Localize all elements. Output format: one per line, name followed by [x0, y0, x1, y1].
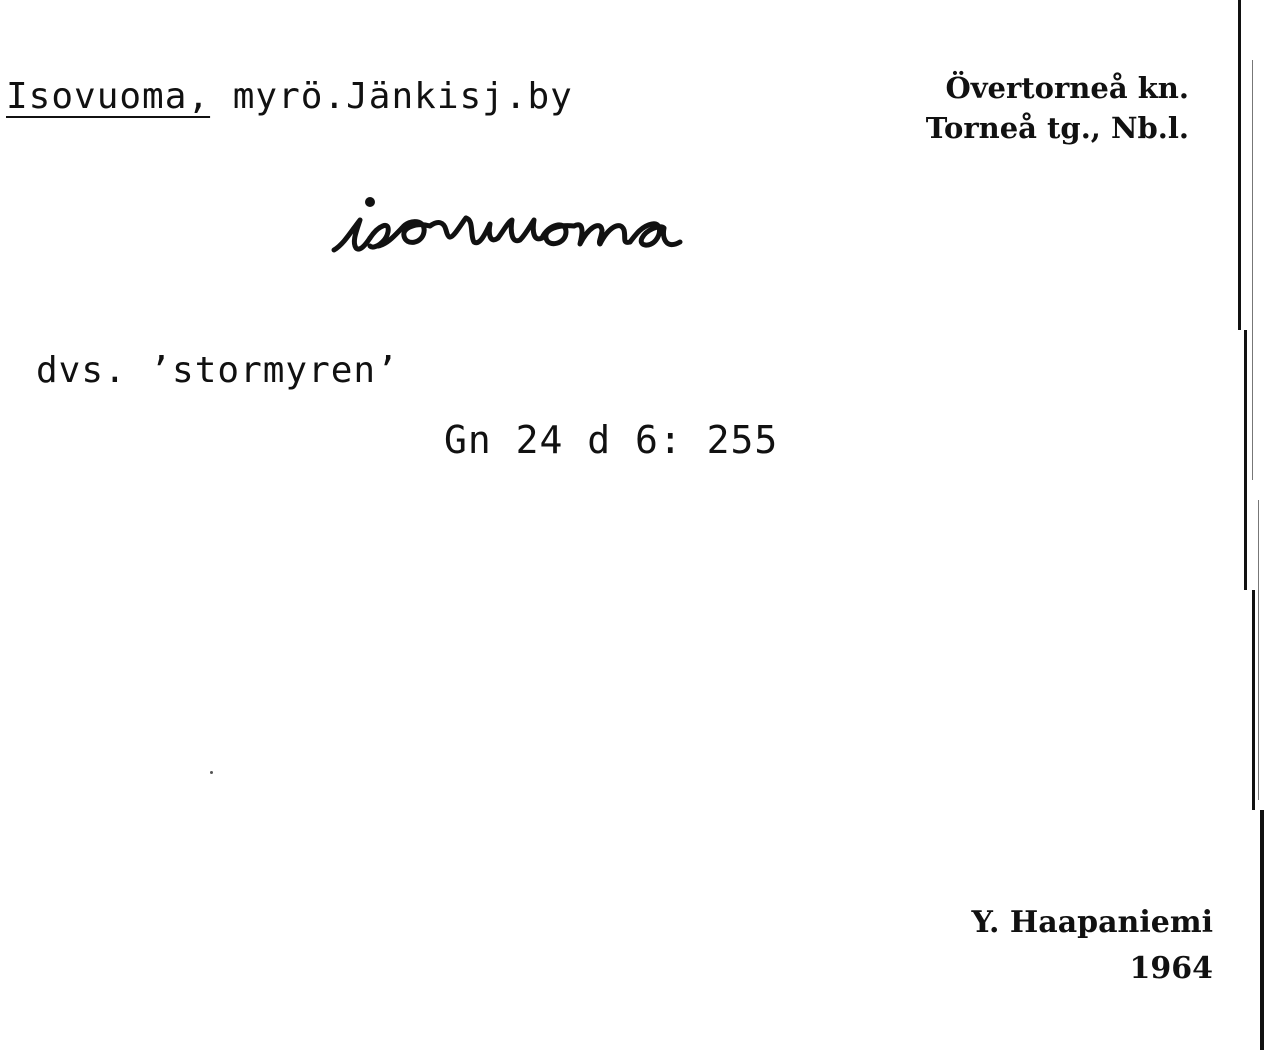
card-edge-line: [1252, 590, 1255, 810]
collector-year: 1964: [1129, 951, 1213, 986]
card-edge-line: [1238, 0, 1241, 330]
handwritten-pronunciation: [330, 180, 800, 275]
card-edge-line: [1244, 330, 1247, 590]
card-edge-shadow: [1258, 500, 1259, 800]
collector-name: Y. Haapaniemi: [971, 905, 1213, 940]
district-label: Torneå tg., Nb.l.: [925, 111, 1189, 145]
collector-info: [971, 900, 1213, 992]
source-reference: Gn 24 d 6: 255: [444, 418, 779, 462]
headword-line: [6, 76, 573, 117]
paper-speck: [210, 771, 213, 774]
headword: Isovuoma,: [6, 76, 211, 117]
card-edge-line: [1260, 810, 1264, 1050]
parish-label: Övertorneå kn.: [945, 71, 1189, 105]
meaning-text: dvs. ’stormyren’: [36, 350, 399, 391]
place-info: [926, 68, 1189, 148]
headword-description: myrö.Jänkisj.by: [210, 76, 573, 117]
card-edge-shadow: [1252, 60, 1253, 480]
